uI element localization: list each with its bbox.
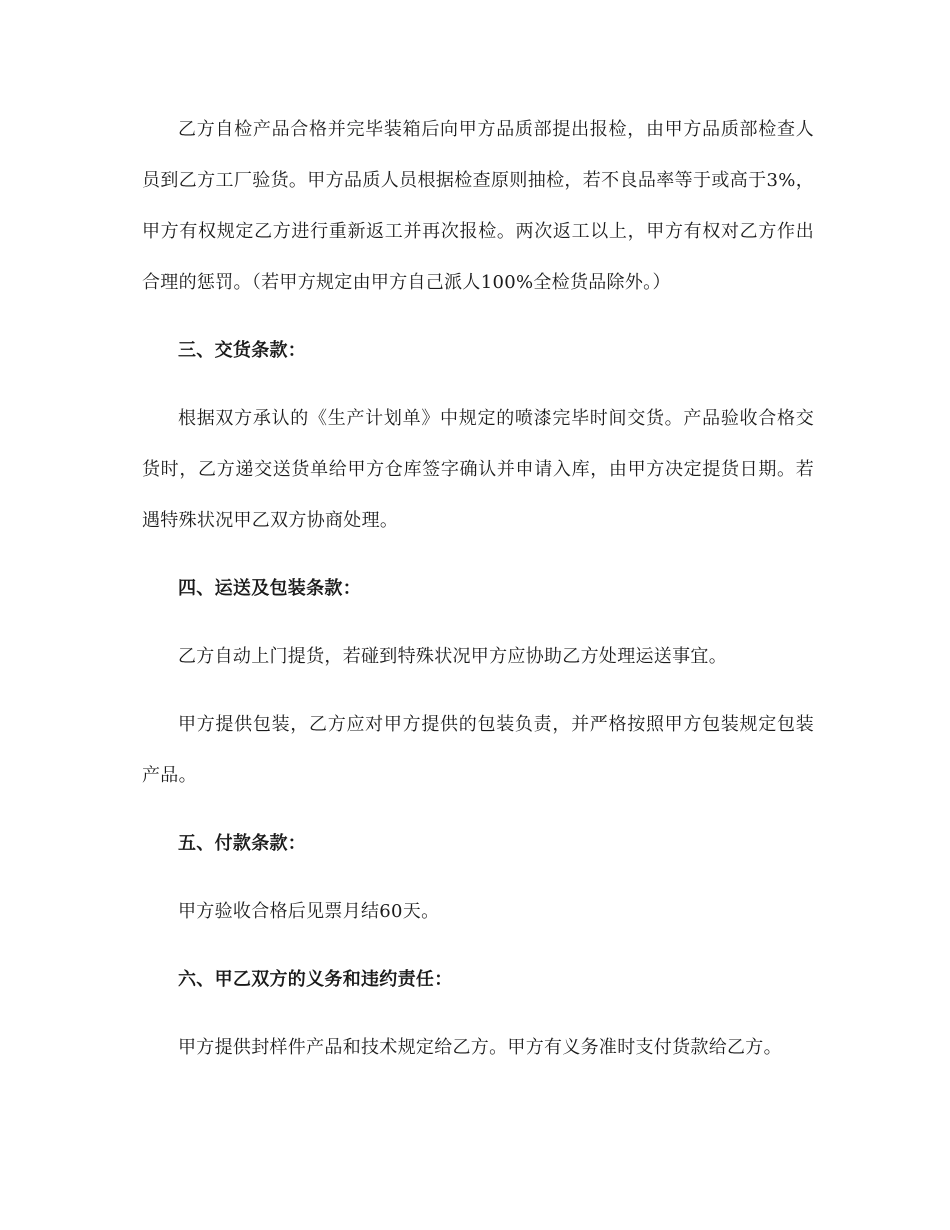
section-heading-obligations: 六、甲乙双方的义务和违约责任： [178,969,453,990]
transport-paragraph: 乙方自动上门提货，若碰到特殊状况甲方应协助乙方处理运送事宜。 [178,646,727,667]
section-heading-transport-packaging: 四、运送及包装条款： [178,578,361,599]
packaging-paragraph: 甲方提供包装，乙方应对甲方提供的包装负责，并严格按照甲方包装规定包装产品。 [142,714,814,786]
section-heading-delivery: 三、交货条款： [178,340,307,361]
obligations-paragraph: 甲方提供封样件产品和技术规定给乙方。甲方有义务准时支付货款给乙方。 [178,1037,782,1058]
section-heading-payment: 五、付款条款： [178,833,307,854]
delivery-paragraph: 根据双方承认的《生产计划单》中规定的喷漆完毕时间交货。产品验收合格交货时，乙方递交送货单给甲方仓库签字确认并申请入库，由甲方决定提货日期。若遇特殊状况甲乙双方协商处理。 [142,408,814,531]
inspection-paragraph: 乙方自检产品合格并完毕装箱后向甲方品质部提出报检，由甲方品质部检查人员到乙方工厂验货。甲方品质人员根据检查原则抽检，若不良品率等于或高于3%，甲方有权规定乙方进行重新返工并再次报检。两次返工以上，甲方有权对乙方作出合理的惩罚。（若甲方规定由甲方自己派人100%全检货品除外。） [142,119,814,293]
document-page [142,104,814,1090]
payment-paragraph: 甲方验收合格后见票月结60天。 [178,901,440,922]
